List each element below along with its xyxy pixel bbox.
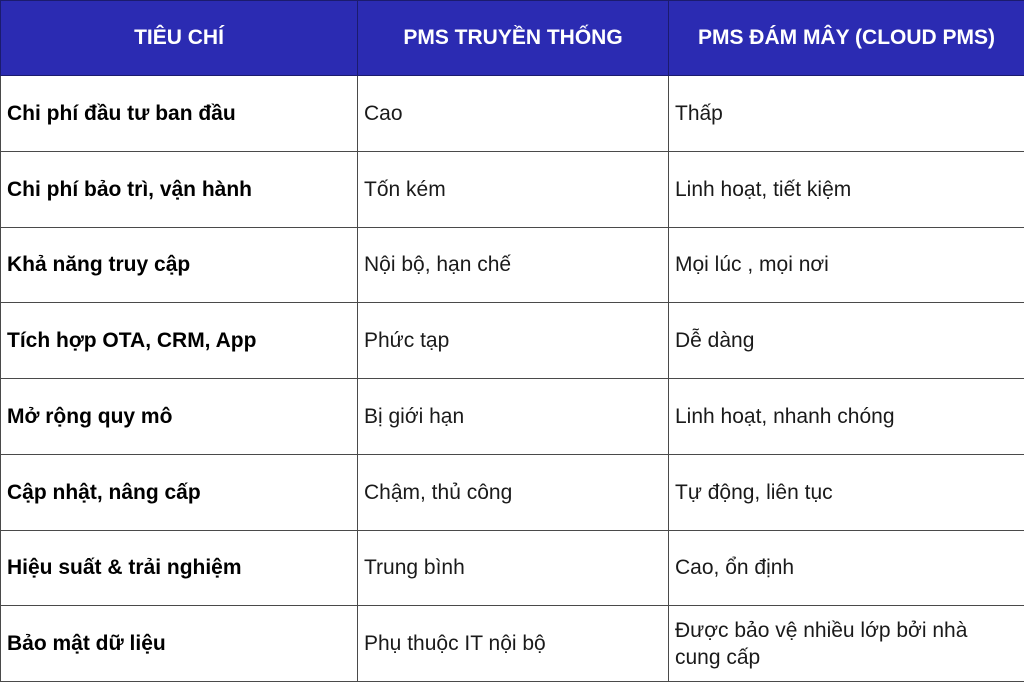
traditional-cell: Bị giới hạn xyxy=(358,379,669,455)
cloud-cell: Mọi lúc , mọi nơi xyxy=(669,227,1024,303)
cloud-cell: Được bảo vệ nhiều lớp bởi nhà cung cấp xyxy=(669,606,1024,682)
traditional-cell: Tốn kém xyxy=(358,151,669,227)
header-row xyxy=(1,1,1024,76)
criterion-cell: Chi phí bảo trì, vận hành xyxy=(1,151,358,227)
table-row xyxy=(1,227,1024,303)
traditional-cell: Phụ thuộc IT nội bộ xyxy=(358,606,669,682)
criterion-cell: Chi phí đầu tư ban đầu xyxy=(1,76,358,152)
criterion-cell: Cập nhật, nâng cấp xyxy=(1,454,358,530)
traditional-cell: Chậm, thủ công xyxy=(358,454,669,530)
table-header xyxy=(1,1,1024,76)
cloud-cell: Tự động, liên tục xyxy=(669,454,1024,530)
cloud-cell: Cao, ổn định xyxy=(669,530,1024,606)
traditional-cell: Nội bộ, hạn chế xyxy=(358,227,669,303)
criterion-cell: Tích hợp OTA, CRM, App xyxy=(1,303,358,379)
header-cloud-pms: PMS ĐÁM MÂY (CLOUD PMS) xyxy=(669,1,1024,76)
criterion-cell: Bảo mật dữ liệu xyxy=(1,606,358,682)
criterion-cell: Mở rộng quy mô xyxy=(1,379,358,455)
traditional-cell: Phức tạp xyxy=(358,303,669,379)
table-body xyxy=(1,76,1024,682)
traditional-cell: Trung bình xyxy=(358,530,669,606)
table-row xyxy=(1,530,1024,606)
cloud-cell: Linh hoạt, tiết kiệm xyxy=(669,151,1024,227)
table-row xyxy=(1,76,1024,152)
header-traditional-pms: PMS TRUYỀN THỐNG xyxy=(358,1,669,76)
header-criteria: TIÊU CHÍ xyxy=(1,1,358,76)
cloud-cell: Linh hoạt, nhanh chóng xyxy=(669,379,1024,455)
table-row xyxy=(1,454,1024,530)
cloud-cell: Dễ dàng xyxy=(669,303,1024,379)
criterion-cell: Khả năng truy cập xyxy=(1,227,358,303)
table-row xyxy=(1,606,1024,682)
criterion-cell: Hiệu suất & trải nghiệm xyxy=(1,530,358,606)
table-row xyxy=(1,303,1024,379)
traditional-cell: Cao xyxy=(358,76,669,152)
table-row xyxy=(1,379,1024,455)
table-row xyxy=(1,151,1024,227)
cloud-cell: Thấp xyxy=(669,76,1024,152)
